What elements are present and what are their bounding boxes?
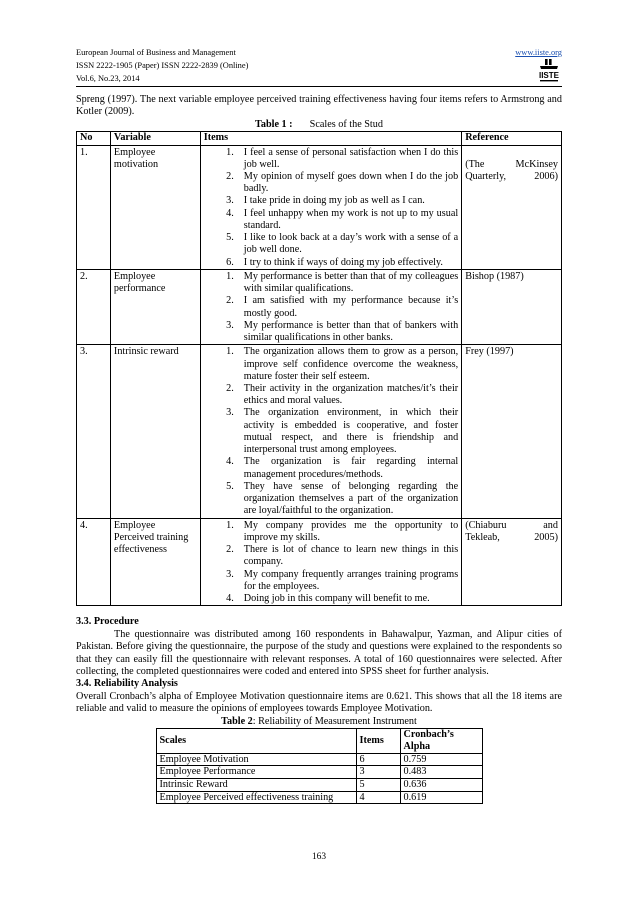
procedure-heading: 3.3. Procedure	[76, 616, 139, 628]
list-item: 1. The organization allows them to grow as a person, improve self confidence overcome the weakness, mature foster their self esteem.	[226, 346, 459, 382]
list-item: 1. I feel a sense of personal satisfaction when I do this job well.	[226, 146, 459, 170]
table2-caption-text: : Reliability of Measurement Instrument	[252, 715, 417, 727]
svg-text:IISTE: IISTE	[538, 71, 560, 80]
table2-caption-label: Table 2	[221, 715, 253, 727]
row-variable: Employee performance	[110, 269, 200, 344]
row-items	[200, 145, 461, 269]
list-item: 2. I am satisfied with my performance because it’s mostly good.	[226, 295, 459, 319]
table1-caption	[76, 119, 562, 131]
table1-caption-text: Scales of the Stud	[309, 118, 383, 130]
col-header-alpha: Cronbach’s Alpha	[400, 729, 482, 753]
procedure-paragraph: The questionnaire was distributed among 160 respondents in Bahawalpur, Yazman, and Alipur cities of Pakistan. Before giving the questionnaire, the purpose of the study and questions were explained to the respondents so that they can easily fill the questionnaire with relevant responses. A total of 160 questionnaires were selected. After collecting, the completed questionnaires were coded and entered into SPSS sheet for further analysis.	[76, 628, 562, 677]
list-item: 4. I feel unhappy when my work is not up to my usual standard.	[226, 207, 459, 231]
journal-header	[76, 46, 562, 85]
item-text: I feel unhappy when my work is not up to my usual standard.	[243, 207, 459, 231]
scale-name: Employee Perceived effectiveness training	[156, 791, 356, 804]
item-text: My opinion of myself goes down when I do the job badly.	[243, 171, 459, 195]
item-text: I try to think if ways of doing my job effectively.	[243, 256, 443, 268]
item-text: Doing job in this company will benefit to me.	[243, 592, 430, 604]
table1-caption-label: Table 1 :	[255, 118, 293, 130]
item-text: My performance is better than that of bankers with similar qualifications in other banks.	[243, 319, 459, 344]
scale-name: Employee Performance	[156, 766, 356, 779]
row-items	[200, 518, 461, 606]
reference-text: (Chiaburu and Tekleab, 2005)	[465, 519, 558, 543]
table-row	[156, 753, 482, 766]
list-item: 3. My company frequently arranges training programs for the employees.	[226, 568, 459, 592]
issn-line: ISSN 2222-1905 (Paper) ISSN 2222-2839 (Online)	[76, 61, 249, 71]
table1-header-row	[77, 132, 562, 145]
table-row	[156, 766, 482, 779]
journal-name: European Journal of Business and Management	[76, 48, 236, 57]
row-reference: Frey (1997)	[462, 345, 562, 518]
col-header-no: No	[77, 132, 111, 145]
item-text: Their activity in the organization matches/it’s their ethics and moral values.	[243, 383, 459, 407]
list-item: 3. I take pride in doing my job as well as I can.	[204, 195, 458, 207]
row-reference	[462, 145, 562, 269]
row-variable: Employee motivation	[110, 145, 200, 269]
list-item: 3. My performance is better than that of bankers with similar qualifications in other banks.	[226, 319, 459, 344]
row-items	[200, 269, 461, 344]
table2-header-row	[156, 729, 482, 753]
list-item: 2. My opinion of myself goes down when I do the job badly.	[226, 171, 459, 195]
list-item: 4. The organization is fair regarding internal management procedures/methods.	[226, 456, 459, 480]
row-no: 1.	[77, 145, 111, 269]
row-no: 3.	[77, 345, 111, 518]
row-variable: Intrinsic reward	[110, 345, 200, 518]
scale-name: Employee Motivation	[156, 753, 356, 766]
item-text: I am satisfied with my performance because it’s mostly good.	[243, 295, 459, 319]
item-text: My performance is better than that of my colleagues with similar qualifications.	[243, 270, 459, 295]
table-row	[77, 345, 562, 518]
item-text: The organization is fair regarding internal management procedures/methods.	[243, 456, 459, 480]
row-variable: Employee Perceived training effectiveness	[110, 518, 200, 606]
list-item: 1. My performance is better than that of my colleagues with similar qualifications.	[226, 270, 459, 295]
item-text: The organization allows them to grow as a person, improve self confidence overcome the weakness, mature foster their self esteem.	[243, 346, 459, 382]
row-reference: Bishop (1987)	[462, 269, 562, 344]
row-no: 4.	[77, 518, 111, 606]
item-text: I take pride in doing my job as well as I can.	[243, 195, 425, 207]
scale-items: 6	[356, 753, 400, 766]
scales-table	[76, 131, 562, 606]
scale-items: 5	[356, 779, 400, 792]
reliability-table	[156, 728, 483, 804]
row-no: 2.	[77, 269, 111, 344]
list-item: 5. They have sense of belonging regarding the organization themselves a part of the organization are loyal/faithful to the organization.	[226, 480, 459, 517]
list-item: 3. The organization environment, in which their activity is embedded is cooperative, and foster mutual respect, and there is friendship and interpersonal trust among employees.	[226, 407, 459, 456]
scale-alpha: 0.759	[400, 753, 482, 766]
scale-name: Intrinsic Reward	[156, 779, 356, 792]
header-divider	[76, 86, 562, 87]
list-item: 1. My company provides me the opportunity to improve my skills.	[226, 519, 459, 543]
row-reference	[462, 518, 562, 606]
list-item: 2. Their activity in the organization matches/it’s their ethics and moral values.	[226, 383, 459, 407]
scale-items: 3	[356, 766, 400, 779]
item-text: I feel a sense of personal satisfaction when I do this job well.	[243, 146, 459, 170]
item-text: The organization environment, in which their activity is embedded is cooperative, and foster mutual respect, and there is friendship and interpersonal trust among employees.	[243, 407, 459, 456]
list-item: 4. Doing job in this company will benefit to me.	[204, 593, 458, 605]
scale-alpha: 0.636	[400, 779, 482, 792]
item-text: They have sense of belonging regarding the organization themselves a part of the organization are loyal/faithful to the organization.	[243, 480, 459, 517]
list-item: 6. I try to think if ways of doing my job effectively.	[204, 257, 458, 269]
col-header-scales: Scales	[156, 729, 356, 753]
table2-caption	[76, 716, 562, 728]
volume-line: Vol.6, No.23, 2014	[76, 74, 140, 84]
item-text: My company frequently arranges training programs for the employees.	[243, 568, 459, 592]
item-text: My company provides me the opportunity to improve my skills.	[243, 519, 459, 543]
reliability-paragraph: Overall Cronbach’s alpha of Employee Motivation questionnaire items are 0.621. This shows that all the 18 items are reliable and valid to measure the opinions of employees towards Employee Motivation.	[76, 690, 562, 715]
col-header-reference: Reference	[462, 132, 562, 145]
col-header-items: Items	[356, 729, 400, 753]
list-item: 5. I like to look back at a day’s work with a sense of a job well done.	[226, 232, 459, 256]
table-row	[77, 269, 562, 344]
reference-text: (The McKinsey Quarterly, 2006)	[465, 158, 558, 182]
item-text: There is lot of chance to learn new things in this company.	[243, 544, 459, 568]
scale-items: 4	[356, 791, 400, 804]
page-number: 163	[311, 852, 327, 862]
iiste-logo-icon	[538, 59, 560, 85]
table-row	[156, 791, 482, 804]
row-items	[200, 345, 461, 518]
item-text: I like to look back at a day’s work with a sense of a job well done.	[243, 232, 459, 256]
journal-url-link[interactable]: www.iiste.org	[515, 48, 562, 57]
reliability-heading: 3.4. Reliability Analysis	[76, 678, 178, 690]
table-row	[77, 518, 562, 606]
table-row	[77, 145, 562, 269]
col-header-variable: Variable	[110, 132, 200, 145]
scale-alpha: 0.483	[400, 766, 482, 779]
table-row	[156, 779, 482, 792]
intro-paragraph: Spreng (1997). The next variable employee perceived training effectiveness having four items refers to Armstrong and Kotler (2009).	[76, 94, 562, 118]
col-header-items: Items	[200, 132, 461, 145]
list-item: 2. There is lot of chance to learn new things in this company.	[226, 544, 459, 568]
scale-alpha: 0.619	[400, 791, 482, 804]
